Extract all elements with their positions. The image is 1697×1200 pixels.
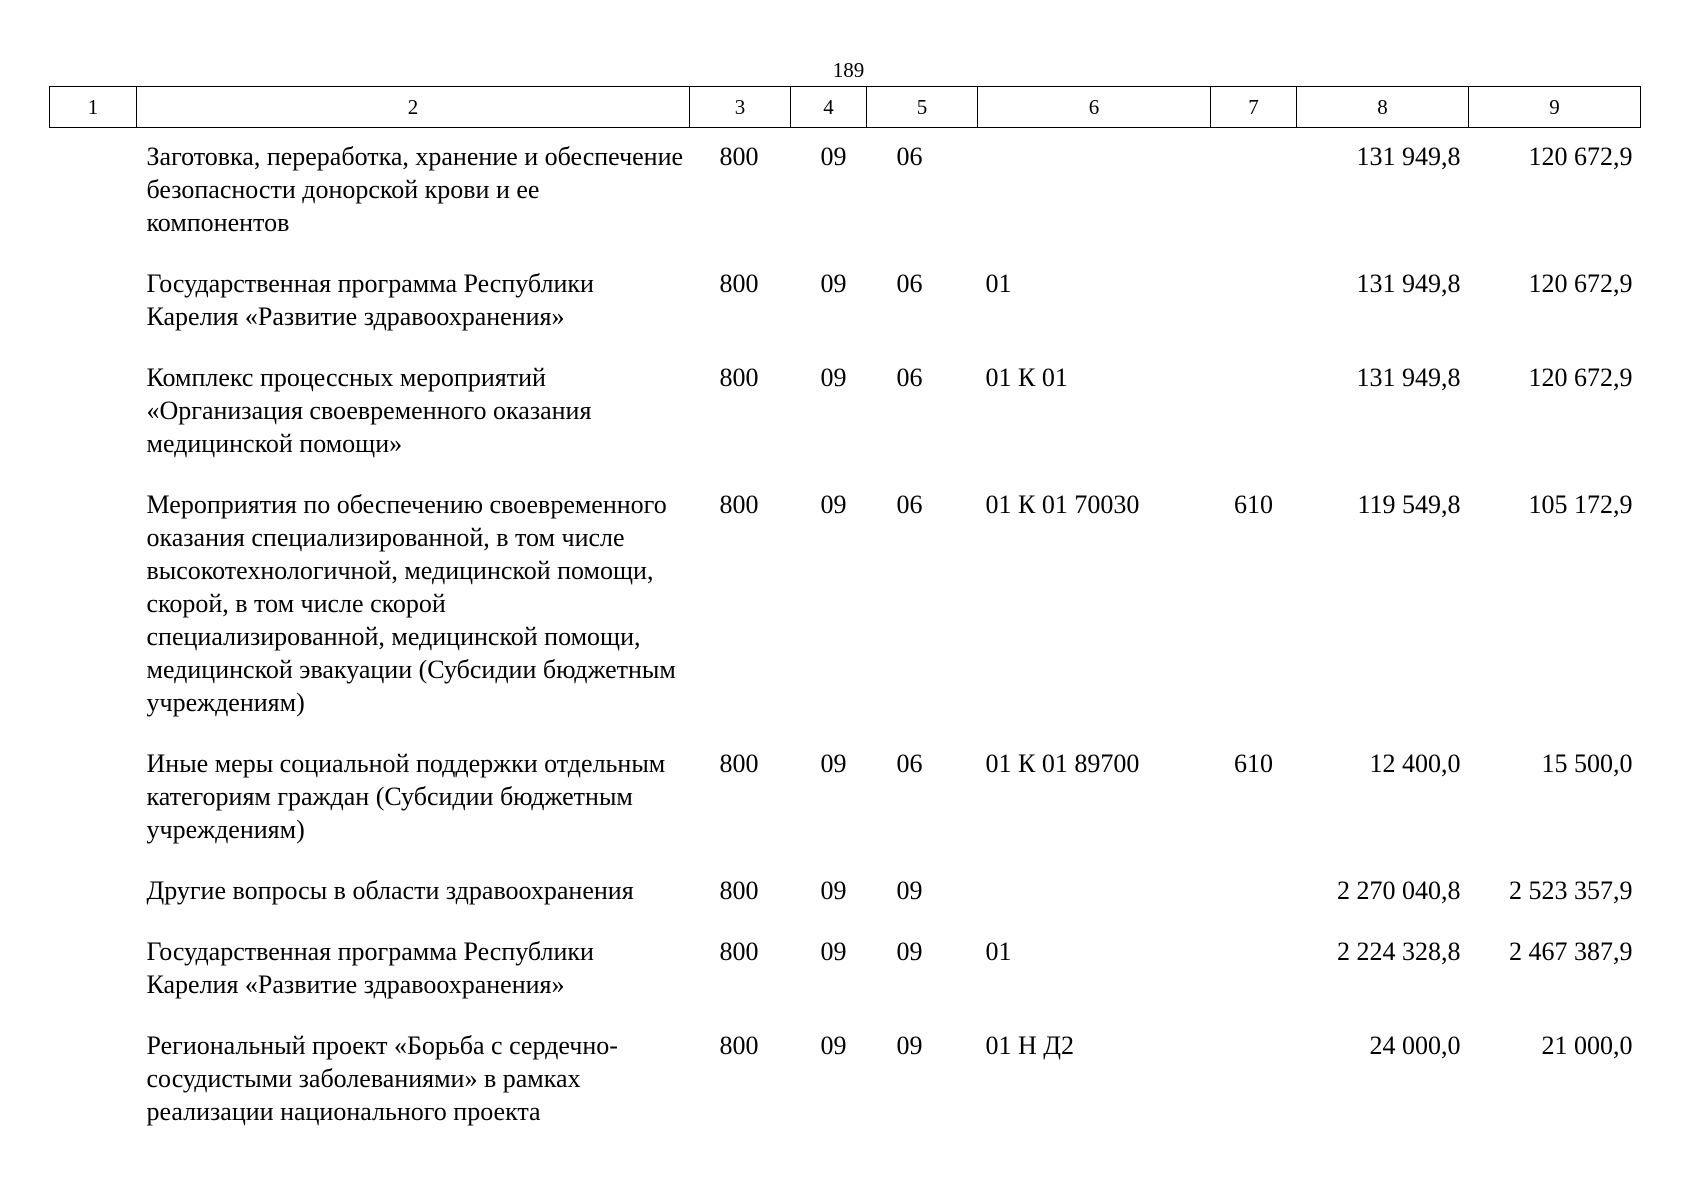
column-header: 5 (867, 87, 978, 128)
empty-cell (50, 476, 137, 735)
table-row (50, 862, 1641, 923)
target-article-code (978, 862, 1211, 923)
budget-table (49, 86, 1641, 1144)
ministry-code: 800 (719, 490, 759, 519)
target-article-code: 01 К 01 70030 (985, 490, 1140, 519)
subsection-code: 06 (896, 749, 923, 778)
row-name: Иные меры социальной поддержки отдельным категориям граждан (Субсидии бюджетным учреждениям) (146, 749, 666, 844)
ministry-code: 800 (719, 142, 759, 171)
target-article-code: 01 (985, 269, 1012, 298)
target-article-code: 01 Н Д2 (985, 1031, 1075, 1060)
section-code: 09 (820, 1031, 847, 1060)
target-article-code: 01 К 01 89700 (985, 749, 1140, 778)
empty-cell (50, 1017, 137, 1144)
empty-cell (50, 349, 137, 476)
ministry-code: 800 (719, 876, 759, 905)
row-name: Комплекс процессных мероприятий «Организация своевременного оказания медицинской помощи» (146, 363, 592, 458)
subsection-code: 06 (896, 142, 923, 171)
row-name: Государственная программа Республики Карелия «Развитие здравоохранения» (146, 937, 594, 999)
target-article-code: 01 (985, 937, 1012, 966)
empty-cell (50, 923, 137, 1017)
expense-type-code (1211, 923, 1297, 1017)
page-number: 189 (832, 58, 865, 82)
section-code: 09 (820, 142, 847, 171)
table-row (50, 923, 1641, 1017)
expense-type-code (1211, 128, 1297, 256)
row-name: Заготовка, переработка, хранение и обеспечение безопасности донорской крови и ее компонентов (146, 142, 684, 237)
amount-col8: 131 949,8 (1356, 269, 1461, 298)
expense-type-code (1211, 1017, 1297, 1144)
column-header: 3 (690, 87, 791, 128)
amount-col9: 2 467 387,9 (1509, 937, 1633, 966)
empty-cell (50, 128, 137, 256)
target-article-code (978, 128, 1211, 256)
amount-col8: 119 549,8 (1357, 490, 1461, 519)
empty-cell (50, 735, 137, 862)
amount-col8: 131 949,8 (1356, 142, 1461, 171)
expense-type-code (1211, 862, 1297, 923)
column-number-header-row (50, 87, 1641, 128)
subsection-code: 09 (896, 937, 923, 966)
section-code: 09 (820, 363, 847, 392)
column-header: 2 (137, 87, 690, 128)
table-row (50, 349, 1641, 476)
ministry-code: 800 (719, 749, 759, 778)
subsection-code: 06 (896, 363, 923, 392)
column-header: 6 (978, 87, 1211, 128)
column-header: 1 (50, 87, 137, 128)
expense-type-code: 610 (1234, 749, 1273, 778)
subsection-code: 06 (896, 269, 923, 298)
amount-col9: 105 172,9 (1528, 490, 1633, 519)
ministry-code: 800 (719, 1031, 759, 1060)
amount-col9: 15 500,0 (1541, 749, 1633, 778)
amount-col8: 24 000,0 (1369, 1031, 1461, 1060)
row-name: Государственная программа Республики Карелия «Развитие здравоохранения» (146, 269, 594, 331)
column-header: 8 (1297, 87, 1469, 128)
section-code: 09 (820, 490, 847, 519)
section-code: 09 (820, 876, 847, 905)
table-row (50, 476, 1641, 735)
subsection-code: 09 (896, 1031, 923, 1060)
table-row (50, 1017, 1641, 1144)
amount-col8: 2 224 328,8 (1337, 937, 1461, 966)
target-article-code: 01 К 01 (985, 363, 1068, 392)
subsection-code: 09 (896, 876, 923, 905)
table-row (50, 735, 1641, 862)
section-code: 09 (820, 937, 847, 966)
amount-col9: 21 000,0 (1541, 1031, 1633, 1060)
empty-cell (50, 255, 137, 349)
amount-col9: 120 672,9 (1528, 363, 1633, 392)
row-name: Мероприятия по обеспечению своевременного оказания специализированной, в том числе высокотехнологичной, медицинской помощи, скорой, в том числе скорой специализированной, медицинской помощи, медицинской эвакуации (Субсидии бюджетным учреждениям) (146, 490, 676, 717)
expense-type-code (1211, 349, 1297, 476)
ministry-code: 800 (719, 937, 759, 966)
empty-cell (50, 862, 137, 923)
amount-col8: 2 270 040,8 (1337, 876, 1461, 905)
column-header: 7 (1211, 87, 1297, 128)
amount-col8: 131 949,8 (1356, 363, 1461, 392)
amount-col9: 2 523 357,9 (1509, 876, 1633, 905)
ministry-code: 800 (719, 363, 759, 392)
section-code: 09 (820, 269, 847, 298)
row-name: Другие вопросы в области здравоохранения (146, 876, 634, 905)
section-code: 09 (820, 749, 847, 778)
expense-type-code (1211, 255, 1297, 349)
subsection-code: 06 (896, 490, 923, 519)
amount-col9: 120 672,9 (1528, 269, 1633, 298)
amount-col9: 120 672,9 (1528, 142, 1633, 171)
expense-type-code: 610 (1234, 490, 1273, 519)
amount-col8: 12 400,0 (1369, 749, 1461, 778)
column-header: 9 (1469, 87, 1641, 128)
table-row (50, 128, 1641, 256)
ministry-code: 800 (719, 269, 759, 298)
table-row (50, 255, 1641, 349)
row-name: Региональный проект «Борьба с сердечно-сосудистыми заболеваниями» в рамках реализации национального проекта (146, 1031, 618, 1126)
column-header: 4 (791, 87, 867, 128)
